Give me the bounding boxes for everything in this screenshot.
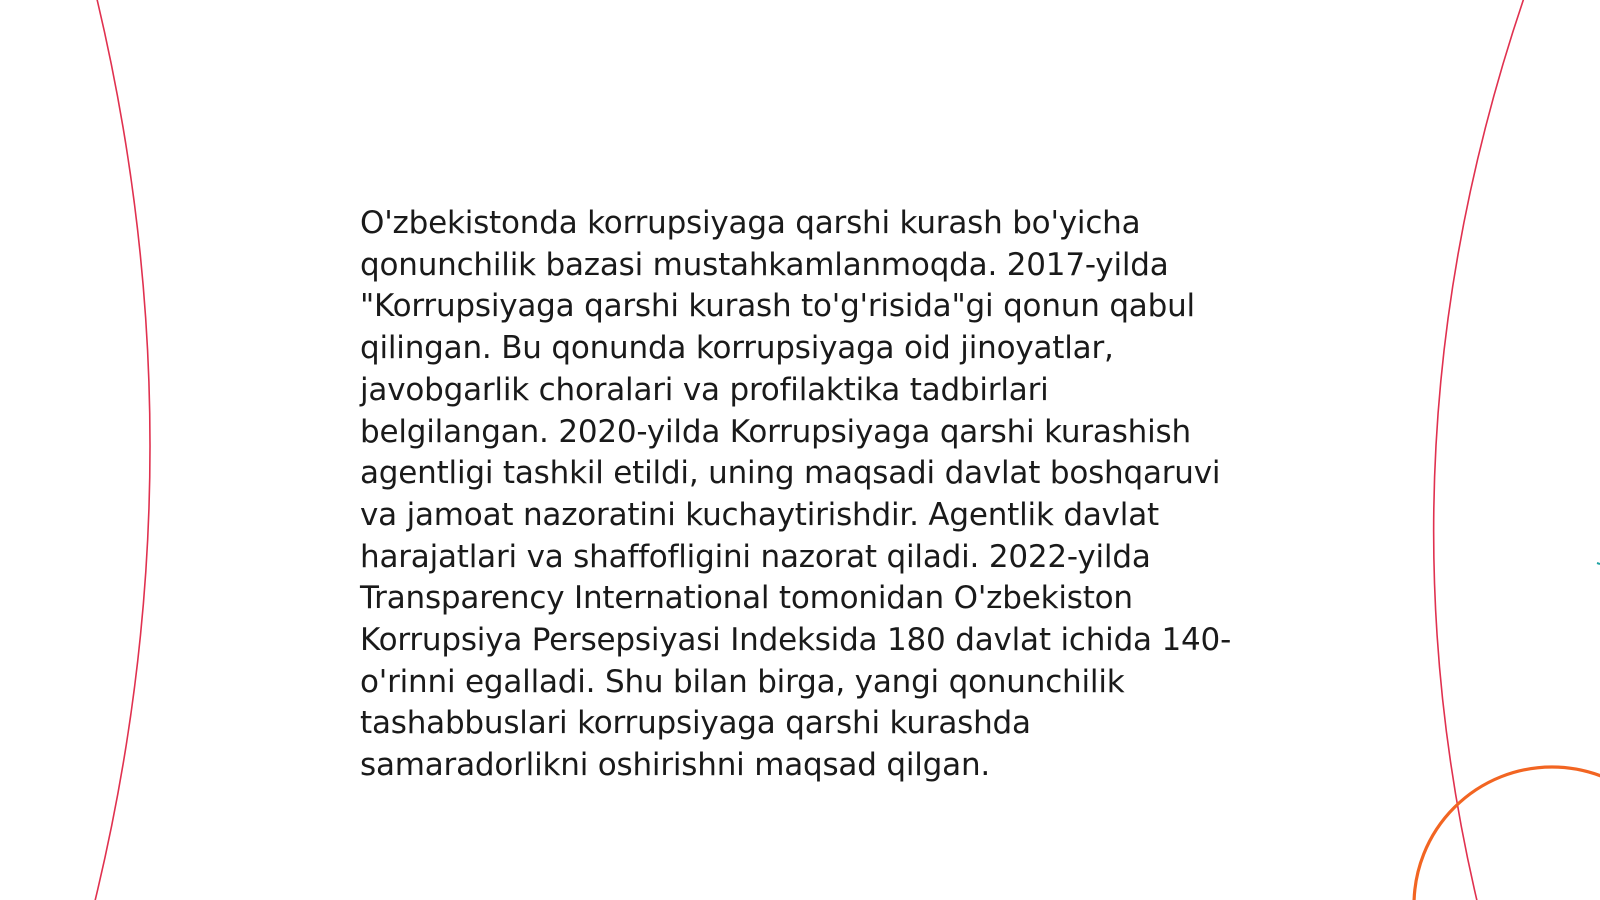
orange-circle-arc	[1414, 767, 1600, 900]
left-arc-curve	[94, 0, 150, 900]
body-paragraph: O'zbekistonda korrupsiyaga qarshi kurash bo'yicha qonunchilik bazasi mustahkamlanmoqda. 2017-yilda "Korrupsiyaga qarshi kurash to'g'risida"gi qonun qabul qilingan. Bu qonunda korrupsiyaga oid jinoyatlar, javobgarlik choralari va profilaktika tadbirlari belgilangan. 2020-yilda Korrupsiyaga qarshi kurashish agentligi tashkil etildi, uning maqsadi davlat boshqaruvi va jamoat nazoratini kuchaytirishdir. Agentlik davlat harajatlari va shaffofligini nazorat qiladi. 2022-yilda Transparency International tomonidan O'zbekiston Korrupsiya Persepsiyasi Indeksida 180 davlat ichida 140-o'rinni egalladi. Shu bilan birga, yangi qonunchilik tashabbuslari korrupsiyaga qarshi kurashda samaradorlikni oshirishni maqsad qilgan.	[360, 205, 1232, 784]
right-arc-curve	[1434, 0, 1525, 900]
